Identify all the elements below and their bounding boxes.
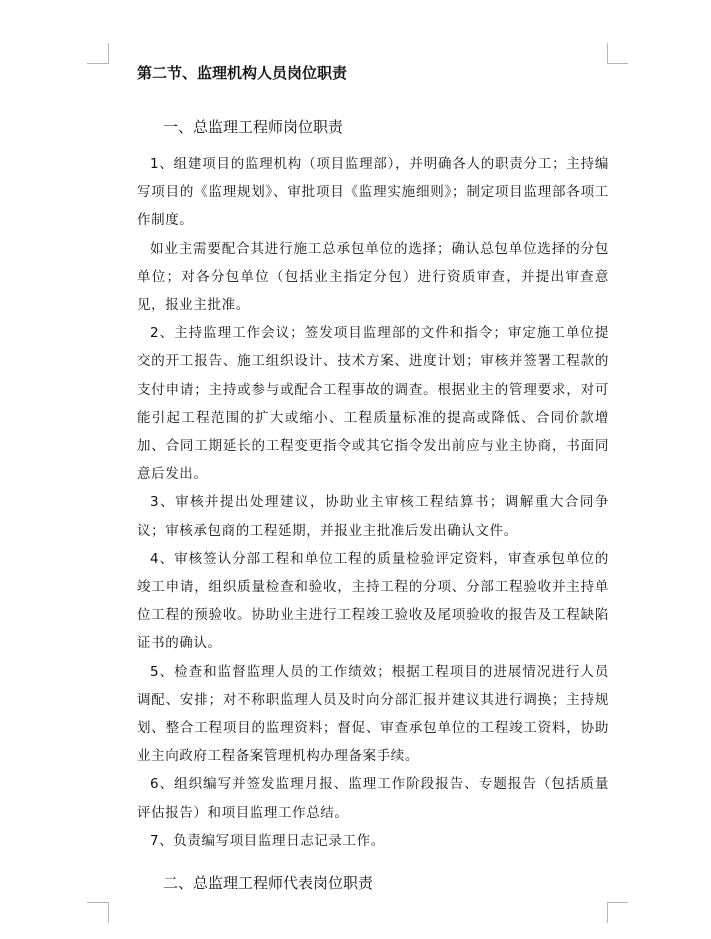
paragraph-2: 如业主需要配合其进行施工总承包单位的选择；确认总包单位选择的分包单位；对各分包单位（包括业主指定分包）进行资质审查，并提出审查意见，报业主批准。 [137,240,609,314]
paragraph-7: 6、组织编写并签发监理月报、监理工作阶段报告、专题报告（包括质量评估报告）和项目监理工作总结。 [137,776,609,821]
heading-deputy-engineer-duties: 二、总监理工程师代表岗位职责 [163,874,374,892]
body-text [137,150,609,855]
section-title: 第二节、监理机构人员岗位职责 [137,64,348,82]
paragraph-5: 4、审核签认分部工程和单位工程的质量检验评定资料，审查承包单位的竣工申请，组织质量检查和验收，主持工程的分项、分部工程验收并主持单位工程的预验收。协助业主进行工程竣工验收及尾项验收的报告及工程缺陷证书的确认。 [137,550,609,652]
crop-mark-top-right [607,63,628,64]
paragraph-1: 1、组建项目的监理机构（项目监理部），并明确各人的职责分工；主持编写项目的《监理规划》、审批项目《监理实施细则》；制定项目监理部各项工作制度。 [137,156,609,229]
crop-mark-bottom-left [108,902,109,923]
paragraph-4: 3、审核并提出处理建议，协助业主审核工程结算书；调解重大合同争议；审核承包商的工程延期，并报业主批准后发出确认文件。 [137,494,609,539]
paragraph-8: 7、负责编写项目监理日志记录工作。 [150,832,385,849]
paragraph-6: 5、检查和监督监理人员的工作绩效；根据工程项目的进展情况进行人员调配、安排；对不称职监理人员及时向分部汇报并建议其进行调换；主持规划、整合工程项目的监理资料；督促、审查承包单位的工程竣工资料，协助业主向政府工程备案管理机构办理备案手续。 [137,663,609,765]
crop-mark-top-right [607,43,608,64]
crop-mark-bottom-right [607,902,608,923]
paragraph-3: 2、主持监理工作会议；签发项目监理部的文件和指令；审定施工单位提交的开工报告、施工组织设计、技术方案、进度计划；审核并签署工程款的支付申请；主持或参与或配合工程事故的调查。根据业主的管理要求，对可能引起工程范围的扩大或缩小、工程质量标准的提高或降低、合同价款增加、合同工期延长的工程变更指令或其它指令发出前应与业主协商，书面同意后发出。 [137,325,609,483]
heading-chief-engineer-duties: 一、总监理工程师岗位职责 [163,118,344,136]
crop-mark-bottom-left [87,902,108,903]
crop-mark-top-left [87,63,108,64]
crop-mark-bottom-right [607,902,628,903]
crop-mark-top-left [108,43,109,64]
